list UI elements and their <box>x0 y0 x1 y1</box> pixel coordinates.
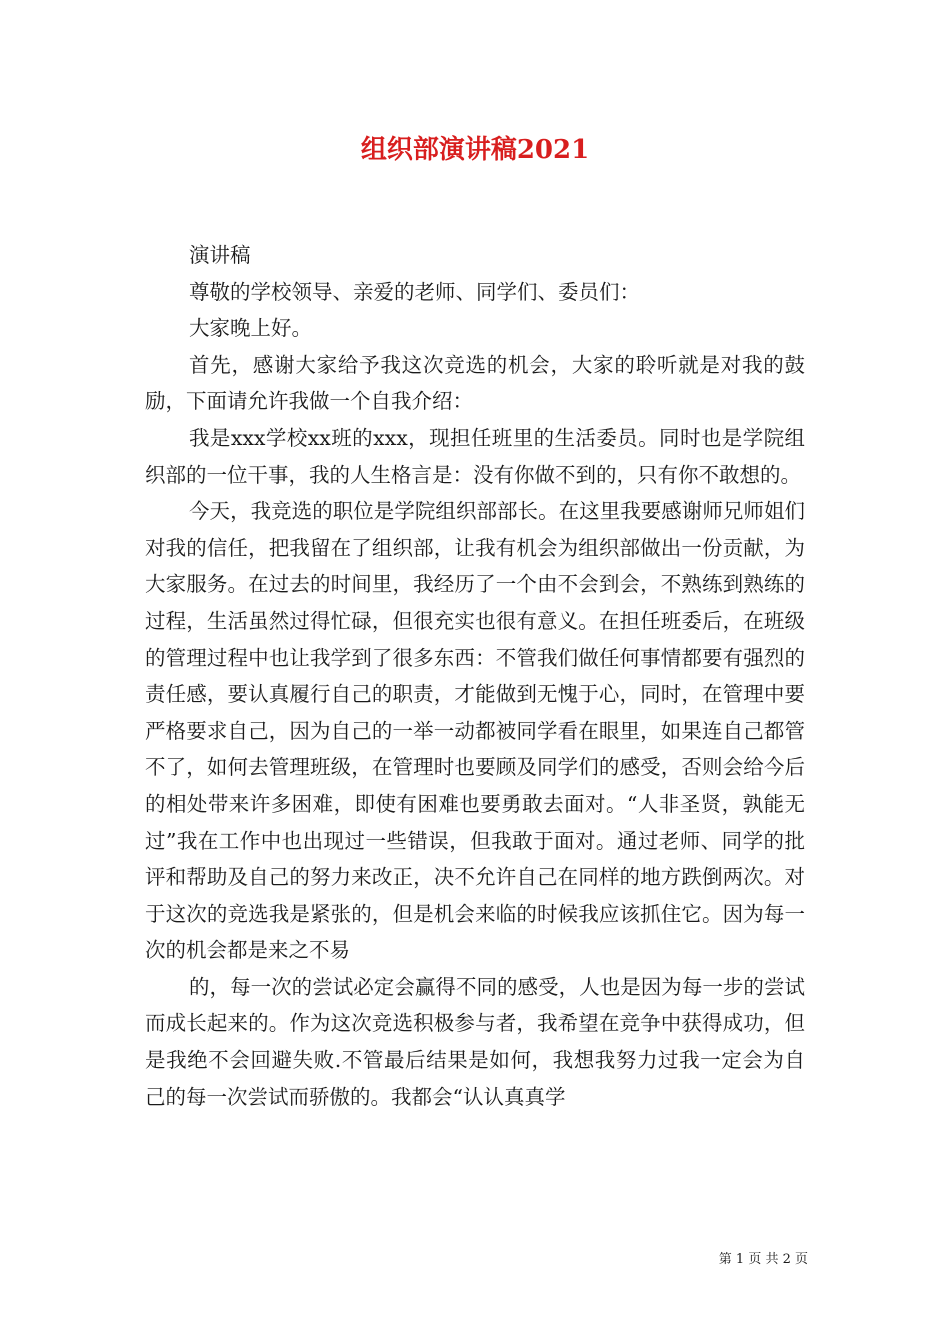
paragraph-salutation: 尊敬的学校领导、亲爱的老师、同学们、委员们： <box>189 279 640 304</box>
document-body <box>145 237 805 1115</box>
paragraph-heading: 演讲稿 <box>189 243 251 267</box>
paragraph-greeting: 大家晚上好。 <box>189 316 312 341</box>
paragraph-main: 今天，我竞选的职位是学院组织部部长。在这里我要感谢师兄师姐们对我的信任，把我留在了组织部，让我有机会为组织部做出一份贡献，为大家服务。在过去的时间里，我经历了一个由不会到会，不熟练到熟练的过程，生活虽然过得忙碌，但很充实也很有意义。在担任班委后，在班级的管理过程中也让我学到了很多东西：不管我们做任何事情都要有强烈的责任感，要认真履行自己的职责，才能做到无愧于心，同时，在管理中要严格要求自己，因为自己的一举一动都被同学看在眼里，如果连自己都管不了，如何去管理班级，在管理时也要顾及同学们的感受，否则会给今后的相处带来许多困难，即使有困难也要勇敢去面对。“人非圣贤，孰能无过”我在工作中也出现过一些错误，但我敢于面对。通过老师、同学的批评和帮助及自己的努力来改正，决不允许自己在同样的地方跌倒两次。对于这次的竞选我是紧张的，但是机会来临的时候我应该抓住它。因为每一次的机会都是来之不易 <box>145 499 805 963</box>
paragraph-self-intro: 我是xxx学校xx班的xxx，现担任班里的生活委员。同时也是学院组织部的一位干事，我的人生格言是：没有你做不到的，只有你不敢想的。 <box>145 425 805 487</box>
page-number: 第 1 页 共 2 页 <box>718 1252 808 1267</box>
paragraph-continuation: 的，每一次的尝试必定会赢得不同的感受，人也是因为每一步的尝试而成长起来的。作为这次竞选积极参与者，我希望在竞争中获得成功，但是我绝不会回避失败.不管最后结果是如何，我想我努力过我一定会为自己的每一次尝试而骄傲的。我都会“认认真真学 <box>145 974 805 1109</box>
paragraph-intro: 首先，感谢大家给予我这次竞选的机会，大家的聆听就是对我的鼓励，下面请允许我做一个自我介绍： <box>145 352 805 414</box>
document-title: 组织部演讲稿2021 <box>360 135 590 165</box>
